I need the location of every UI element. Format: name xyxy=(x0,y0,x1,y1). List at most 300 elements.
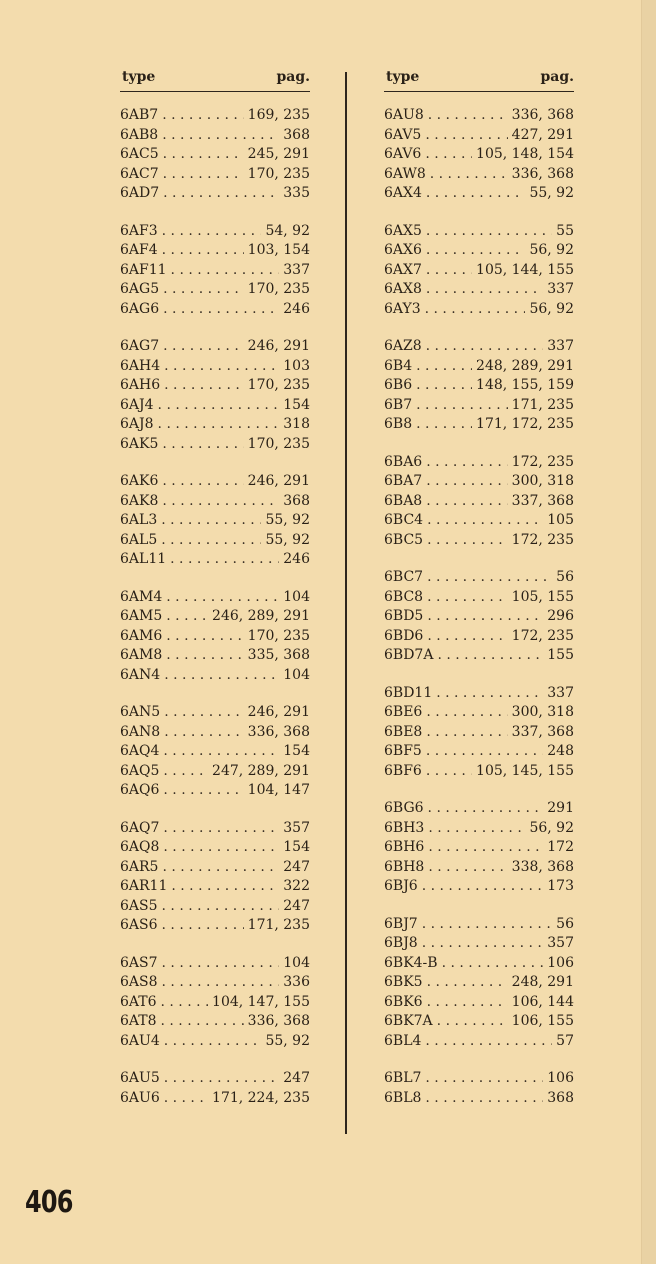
entry-group xyxy=(384,799,574,897)
dot-leader xyxy=(163,300,279,320)
dot-leader xyxy=(426,723,507,743)
entry-group xyxy=(120,337,310,454)
page-references: 56 xyxy=(556,569,574,585)
index-column-left xyxy=(120,66,310,1126)
dot-leader xyxy=(164,1032,262,1052)
index-entry xyxy=(120,858,310,878)
tube-type: 6AD7 xyxy=(120,185,160,201)
index-entry xyxy=(120,550,310,570)
dot-leader xyxy=(158,396,280,416)
dot-leader xyxy=(437,646,543,666)
tube-type: 6BL8 xyxy=(384,1089,422,1106)
dot-leader xyxy=(427,568,552,588)
index-entry xyxy=(384,954,574,974)
index-entry xyxy=(120,646,310,666)
column-header xyxy=(384,66,574,92)
index-column-right xyxy=(384,66,574,1126)
index-entry xyxy=(384,531,574,551)
dot-leader xyxy=(416,357,472,377)
tube-type: 6AU6 xyxy=(120,1089,160,1106)
dot-leader xyxy=(166,646,243,666)
dot-leader xyxy=(426,261,472,281)
tube-type: 6AR11 xyxy=(120,878,168,894)
page-references: 172, 235 xyxy=(511,453,574,470)
page-references: 245, 291 xyxy=(247,146,310,162)
tube-type: 6BJ6 xyxy=(384,878,418,894)
entry-group xyxy=(120,1069,310,1108)
page-references: 291 xyxy=(547,800,574,816)
tube-type: 6BH3 xyxy=(384,819,425,836)
dot-leader xyxy=(427,531,508,551)
index-entry xyxy=(120,703,310,723)
dot-leader xyxy=(427,511,543,531)
tube-type: 6AW8 xyxy=(384,165,426,182)
dot-leader xyxy=(427,588,508,608)
dot-leader xyxy=(162,126,279,146)
tube-type: 6AK5 xyxy=(120,435,159,452)
tube-type: 6AU5 xyxy=(120,1070,160,1086)
page-heading: pag. xyxy=(540,69,574,85)
tube-type: 6AX4 xyxy=(384,185,422,201)
tube-type: 6BE8 xyxy=(384,723,423,740)
index-entry xyxy=(120,337,310,357)
tube-type: 6AG5 xyxy=(120,281,160,297)
index-entry xyxy=(120,126,310,146)
entry-group xyxy=(384,453,574,551)
tube-type: 6BD11 xyxy=(384,684,433,701)
index-entry xyxy=(120,1012,310,1032)
tube-type: 6AC7 xyxy=(120,165,159,182)
page-references: 56, 92 xyxy=(529,819,574,836)
index-entry xyxy=(384,145,574,165)
index-entry xyxy=(384,357,574,377)
column-header xyxy=(120,66,310,92)
tube-type: 6AV6 xyxy=(384,146,422,162)
tube-type: 6AN4 xyxy=(120,666,161,683)
index-entry xyxy=(384,165,574,185)
page-references: 296 xyxy=(547,608,574,624)
index-entry xyxy=(120,973,310,993)
page-references: 172, 235 xyxy=(511,531,574,548)
dot-leader xyxy=(162,897,280,917)
dot-leader xyxy=(426,184,526,204)
tube-type: 6BC7 xyxy=(384,569,424,585)
page-references: 104 xyxy=(283,588,310,605)
index-entry xyxy=(384,261,574,281)
page-references: 55, 92 xyxy=(265,1032,310,1049)
index-entry xyxy=(384,838,574,858)
dot-leader xyxy=(426,492,507,512)
page-references: 54, 92 xyxy=(265,222,310,239)
index-entry xyxy=(120,762,310,782)
tube-type: 6BF5 xyxy=(384,743,422,759)
page-references: 300, 318 xyxy=(511,704,574,720)
tube-type: 6AR5 xyxy=(120,858,159,875)
index-entry xyxy=(120,357,310,377)
dot-leader xyxy=(163,762,208,782)
page-references: 55, 92 xyxy=(265,531,310,548)
tube-type: 6AN8 xyxy=(120,723,161,740)
tube-type: 6AH4 xyxy=(120,357,161,374)
index-entry xyxy=(384,337,574,357)
entry-group xyxy=(384,1069,574,1108)
index-entry xyxy=(384,300,574,320)
tube-type: 6AL3 xyxy=(120,512,158,528)
page-references: 368 xyxy=(547,1089,574,1106)
index-entry xyxy=(384,376,574,396)
tube-type: 6B4 xyxy=(384,357,413,374)
tube-type: 6BA8 xyxy=(384,492,423,509)
tube-type: 6B6 xyxy=(384,377,413,393)
page-references: 173 xyxy=(547,878,574,894)
tube-type: 6AX7 xyxy=(384,261,422,278)
page-references: 368 xyxy=(283,492,310,509)
entry-group xyxy=(120,703,310,801)
page-references: 335, 368 xyxy=(247,647,310,663)
entry-group xyxy=(384,337,574,435)
page-references: 171, 235 xyxy=(511,396,574,413)
page-references: 318 xyxy=(283,416,310,432)
dot-leader xyxy=(164,357,279,377)
page-references: 103, 154 xyxy=(247,242,310,258)
tube-type: 6BD5 xyxy=(384,608,424,624)
dot-leader xyxy=(164,1069,280,1089)
page-references: 248, 289, 291 xyxy=(476,357,574,374)
index-entry xyxy=(384,607,574,627)
tube-type: 6AT8 xyxy=(120,1013,157,1029)
index-entry xyxy=(120,184,310,204)
tube-type: 6AS7 xyxy=(120,954,158,971)
page-references: 105, 155 xyxy=(511,588,574,605)
tube-type: 6AQ6 xyxy=(120,782,160,798)
index-entry xyxy=(120,415,310,435)
index-entry xyxy=(120,916,310,936)
index-entry xyxy=(120,1089,310,1109)
page-references: 106, 144 xyxy=(511,993,574,1010)
tube-type: 6AC5 xyxy=(120,146,159,162)
dot-leader xyxy=(163,337,244,357)
index-entry xyxy=(120,897,310,917)
page-references: 170, 235 xyxy=(247,627,310,644)
entry-group xyxy=(120,472,310,570)
dot-leader xyxy=(426,472,507,492)
tube-type: 6BG6 xyxy=(384,800,424,816)
tube-type: 6BD7A xyxy=(384,647,434,663)
dot-leader xyxy=(161,993,209,1013)
dot-leader xyxy=(164,1089,208,1109)
index-entry xyxy=(384,627,574,647)
index-entry xyxy=(384,492,574,512)
tube-type: 6B8 xyxy=(384,416,413,432)
page-references: 336, 368 xyxy=(511,107,574,123)
dot-leader xyxy=(163,838,279,858)
page-references: 154 xyxy=(283,396,310,413)
index-entry xyxy=(120,376,310,396)
tube-type: 6AM5 xyxy=(120,608,163,624)
tube-type: 6AM6 xyxy=(120,627,163,644)
page-references: 300, 318 xyxy=(511,473,574,489)
index-entry xyxy=(120,222,310,242)
index-entry xyxy=(384,934,574,954)
index-entry xyxy=(120,742,310,762)
page-references: 336, 368 xyxy=(247,723,310,740)
index-entry xyxy=(120,781,310,801)
dot-leader xyxy=(428,838,543,858)
page-references: 171, 172, 235 xyxy=(476,416,574,432)
page-references: 55, 92 xyxy=(529,185,574,201)
tube-type: 6B7 xyxy=(384,396,413,413)
dot-leader xyxy=(166,588,279,608)
index-entry xyxy=(384,126,574,146)
page-references: 247 xyxy=(283,897,310,914)
tube-type: 6AG7 xyxy=(120,338,160,354)
index-entry xyxy=(384,858,574,878)
tube-type: 6BF6 xyxy=(384,762,422,779)
page-references: 248, 291 xyxy=(511,974,574,990)
dot-leader xyxy=(164,666,279,686)
tube-type: 6BH6 xyxy=(384,839,425,855)
dot-leader xyxy=(161,531,261,551)
dot-leader xyxy=(162,858,279,878)
page-references: 246, 291 xyxy=(247,473,310,489)
dot-leader xyxy=(162,241,244,261)
dot-leader xyxy=(163,280,244,300)
tube-type: 6BK7A xyxy=(384,1013,433,1029)
dot-leader xyxy=(425,1089,543,1109)
tube-type: 6BJ8 xyxy=(384,935,418,951)
page-references: 106 xyxy=(547,954,574,971)
dot-leader xyxy=(162,222,262,242)
index-entry xyxy=(120,954,310,974)
dot-leader xyxy=(164,376,244,396)
dot-leader xyxy=(162,973,280,993)
page-references: 154 xyxy=(283,743,310,759)
dot-leader xyxy=(427,993,508,1013)
tube-type: 6BC5 xyxy=(384,531,424,548)
index-entry xyxy=(120,531,310,551)
entry-group xyxy=(120,106,310,204)
tube-type: 6AF11 xyxy=(120,261,167,278)
tube-type: 6AQ4 xyxy=(120,743,160,759)
page-references: 104, 147, 155 xyxy=(212,993,310,1010)
page-references: 246, 291 xyxy=(247,704,310,720)
index-entry xyxy=(120,607,310,627)
index-entry xyxy=(384,799,574,819)
index-entry xyxy=(120,511,310,531)
page-references: 247 xyxy=(283,858,310,875)
dot-leader xyxy=(436,684,543,704)
page-references: 169, 235 xyxy=(247,107,310,123)
dot-leader xyxy=(162,954,280,974)
dot-leader xyxy=(426,222,552,242)
tube-type: 6AF3 xyxy=(120,222,158,239)
index-entry xyxy=(384,1069,574,1089)
entry-group xyxy=(120,819,310,936)
page-references: 171, 224, 235 xyxy=(212,1089,310,1106)
tube-type: 6AU8 xyxy=(384,107,424,123)
tube-type: 6AZ8 xyxy=(384,338,422,354)
index-entry xyxy=(120,1032,310,1052)
type-heading: type xyxy=(122,69,156,85)
page-references: 337 xyxy=(547,684,574,701)
tube-type: 6AY3 xyxy=(384,300,421,317)
index-entry xyxy=(384,106,574,126)
page-references: 427, 291 xyxy=(511,126,574,143)
dot-leader xyxy=(426,337,544,357)
page-references: 247, 289, 291 xyxy=(212,762,310,779)
page-references: 106, 155 xyxy=(511,1013,574,1029)
tube-type: 6AT6 xyxy=(120,993,157,1010)
index-entry xyxy=(120,819,310,839)
dot-leader xyxy=(425,1032,552,1052)
page-references: 338, 368 xyxy=(511,858,574,875)
tube-type: 6BJ7 xyxy=(384,915,418,932)
dot-leader xyxy=(425,300,526,320)
tube-type: 6AX5 xyxy=(384,222,422,239)
index-entry xyxy=(120,877,310,897)
tube-type: 6AM4 xyxy=(120,588,163,605)
dot-leader xyxy=(161,511,261,531)
dot-leader xyxy=(162,106,243,126)
index-entry xyxy=(384,511,574,531)
dot-leader xyxy=(422,877,544,897)
dot-leader xyxy=(426,453,507,473)
page-references: 337, 368 xyxy=(511,492,574,509)
tube-type: 6AX6 xyxy=(384,242,422,258)
dot-leader xyxy=(163,184,279,204)
index-entry xyxy=(384,993,574,1013)
dot-leader xyxy=(166,607,208,627)
index-entry xyxy=(384,973,574,993)
dot-leader xyxy=(162,472,243,492)
tube-type: 6AQ8 xyxy=(120,839,160,855)
page-references: 368 xyxy=(283,126,310,143)
dot-leader xyxy=(158,415,280,435)
entry-group xyxy=(120,588,310,686)
page-references: 170, 235 xyxy=(247,435,310,452)
dot-leader xyxy=(163,145,244,165)
index-entry xyxy=(120,627,310,647)
entry-group xyxy=(384,106,574,204)
index-entry xyxy=(120,300,310,320)
dot-leader xyxy=(162,435,243,455)
page-references: 154 xyxy=(283,839,310,855)
index-entry xyxy=(384,453,574,473)
tube-type: 6AQ5 xyxy=(120,762,160,779)
entry-group xyxy=(384,222,574,320)
tube-type: 6AU4 xyxy=(120,1032,160,1049)
page-references: 105, 145, 155 xyxy=(476,762,574,779)
index-entry xyxy=(120,666,310,686)
tube-type: 6AK6 xyxy=(120,473,159,489)
entry-group xyxy=(120,222,310,320)
page-references: 56, 92 xyxy=(529,242,574,258)
index-entry xyxy=(120,396,310,416)
index-entry xyxy=(384,568,574,588)
dot-leader xyxy=(426,762,472,782)
tube-type: 6AQ7 xyxy=(120,819,160,836)
tube-type: 6BA7 xyxy=(384,473,423,489)
dot-leader xyxy=(427,973,508,993)
tube-type: 6AX8 xyxy=(384,281,422,297)
page-references: 337 xyxy=(547,281,574,297)
page-references: 106 xyxy=(547,1070,574,1086)
tube-type: 6AJ8 xyxy=(120,416,154,432)
index-entry xyxy=(384,415,574,435)
index-entry xyxy=(120,261,310,281)
page-references: 357 xyxy=(547,935,574,951)
tube-type: 6BK5 xyxy=(384,974,423,990)
dot-leader xyxy=(428,799,544,819)
page-references: 357 xyxy=(283,819,310,836)
tube-type: 6BH8 xyxy=(384,858,425,875)
index-entry xyxy=(120,492,310,512)
dot-leader xyxy=(163,165,244,185)
index-entry xyxy=(384,877,574,897)
entry-list xyxy=(120,106,310,1108)
dot-leader xyxy=(171,261,280,281)
page-references: 104 xyxy=(283,666,310,683)
dot-leader xyxy=(163,742,279,762)
entry-group xyxy=(384,915,574,1052)
dot-leader xyxy=(163,819,279,839)
dot-leader xyxy=(164,723,243,743)
dot-leader xyxy=(416,396,508,416)
page-references: 56, 92 xyxy=(529,300,574,317)
page-references: 337 xyxy=(547,338,574,354)
index-entry xyxy=(384,184,574,204)
index-entry xyxy=(384,1032,574,1052)
dot-leader xyxy=(428,106,508,126)
page-references: 103 xyxy=(283,357,310,374)
index-entry xyxy=(120,435,310,455)
entry-list xyxy=(384,106,574,1108)
tube-type: 6AV5 xyxy=(384,126,422,143)
index-entry xyxy=(120,993,310,1013)
index-entry xyxy=(384,1089,574,1109)
index-entry xyxy=(384,241,574,261)
index-entry xyxy=(384,723,574,743)
tube-type: 6AS6 xyxy=(120,917,158,933)
type-heading: type xyxy=(386,69,420,85)
page-references: 148, 155, 159 xyxy=(476,377,574,393)
page-references: 105 xyxy=(547,512,574,528)
tube-type: 6AK8 xyxy=(120,492,159,509)
dot-leader xyxy=(163,781,243,801)
index-entry xyxy=(384,703,574,723)
tube-type: 6AJ4 xyxy=(120,396,154,413)
index-entry xyxy=(384,222,574,242)
dot-leader xyxy=(442,954,544,974)
page-references: 172 xyxy=(547,839,574,855)
index-entry xyxy=(384,588,574,608)
dot-leader xyxy=(428,858,507,878)
tube-type: 6AG6 xyxy=(120,300,160,317)
tube-type: 6BL4 xyxy=(384,1032,422,1049)
tube-type: 6BC8 xyxy=(384,588,424,605)
dot-leader xyxy=(162,492,279,512)
dot-leader xyxy=(416,415,472,435)
page-references: 105, 144, 155 xyxy=(476,261,574,278)
tube-type: 6AF4 xyxy=(120,242,158,258)
tube-type: 6AB8 xyxy=(120,126,159,143)
page-references: 170, 235 xyxy=(247,281,310,297)
index-entry xyxy=(120,280,310,300)
dot-leader xyxy=(426,280,543,300)
index-entry xyxy=(384,915,574,935)
index-entry xyxy=(384,396,574,416)
index-entry xyxy=(120,1069,310,1089)
